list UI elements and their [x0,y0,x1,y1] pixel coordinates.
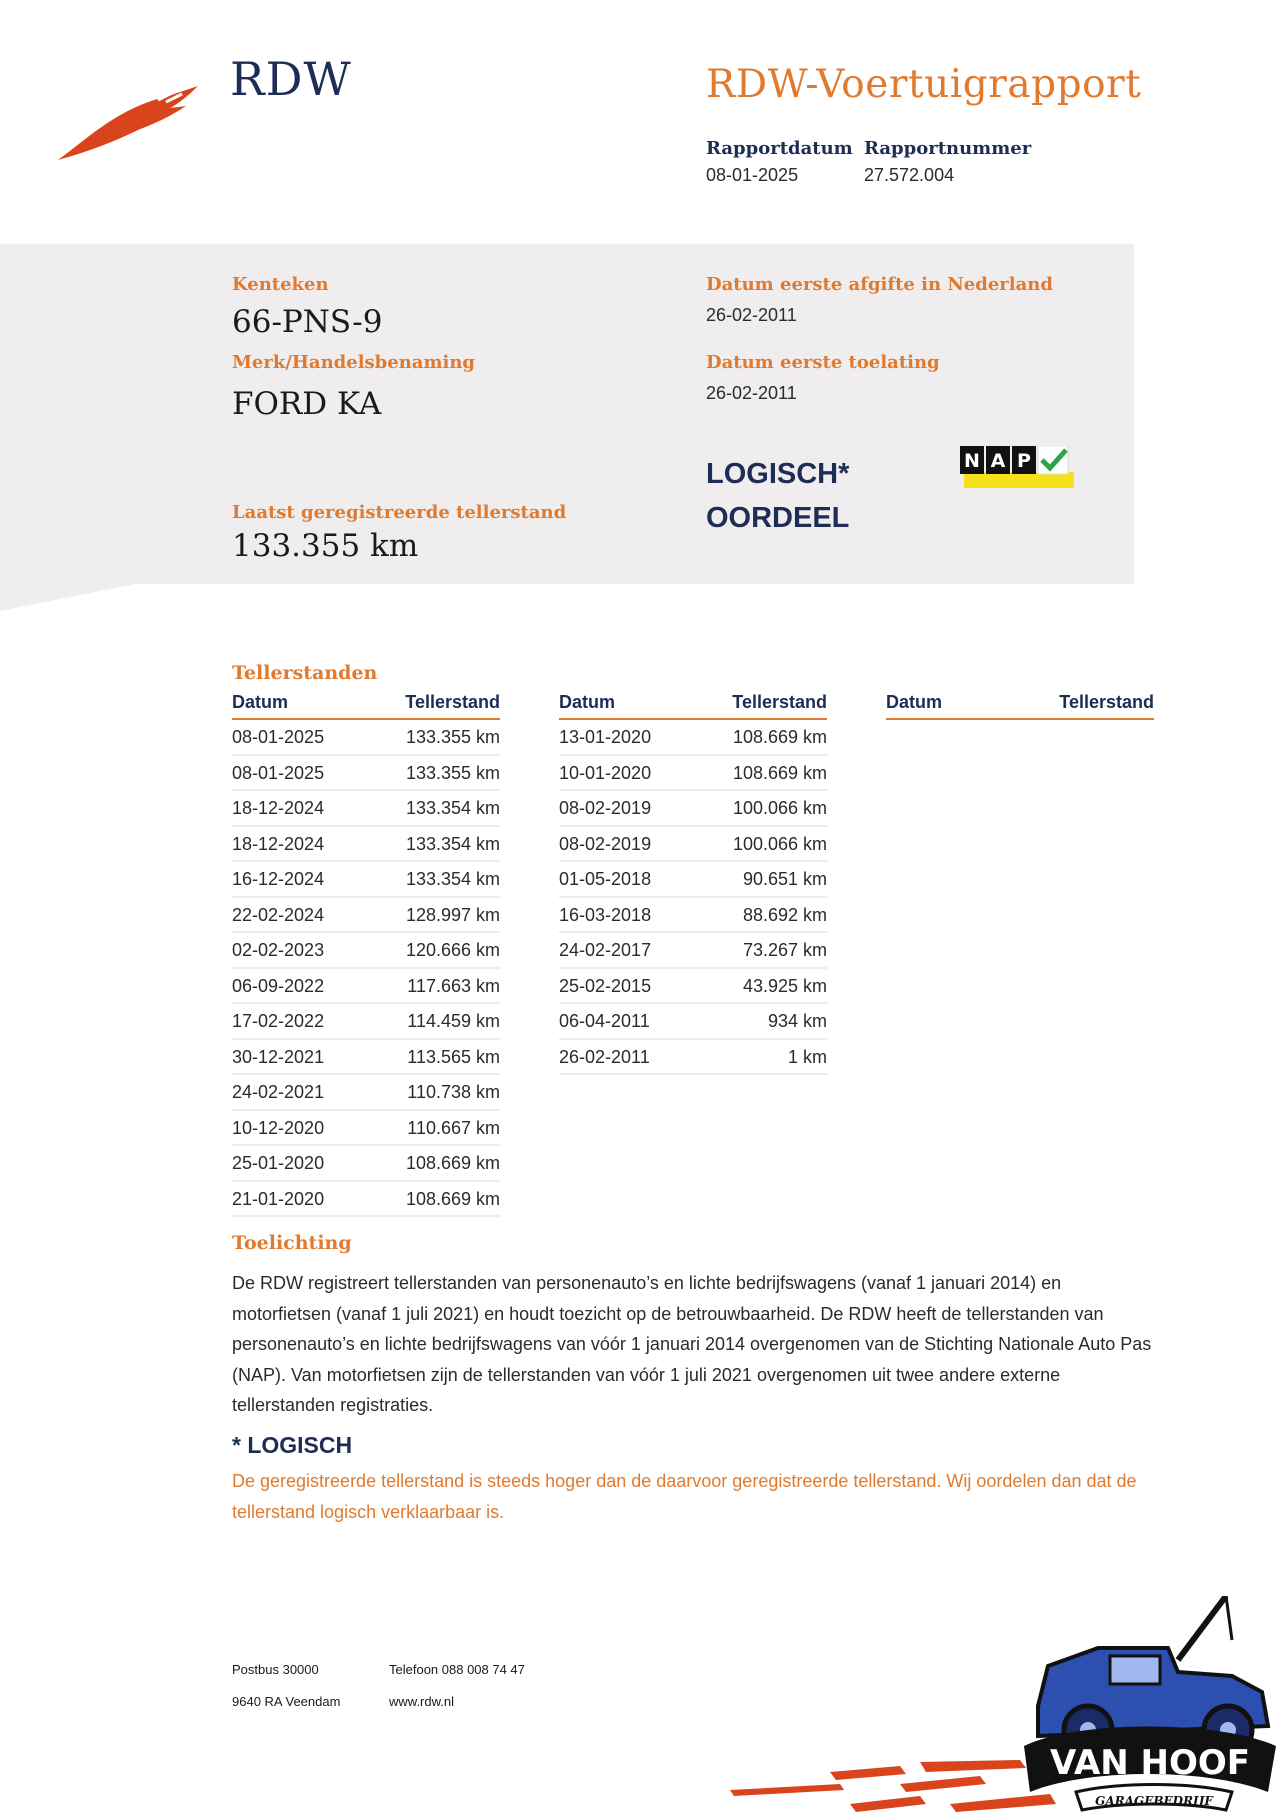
table-row [232,862,500,898]
table-row [559,720,827,756]
toelichting-text: De RDW registreert tellerstanden van personenauto’s en lichte bedrijfswagens (vanaf 1 januari 2014) en motorfietsen (vanaf 1 juli 2021) en houdt toezicht op de betrouwbaarheid. De RDW heeft de tellerstanden van personenauto’s en lichte bedrijfswagens van vóór 1 januari 2014 overgenomen van de Stichting Nationale Auto Pas (NAP). Van motorfietsen zijn de tellerstanden van vóór 1 juli 2021 overgenomen uit twee andere externe tellerstanden registraties. [232,1273,1152,1416]
row-tellerstand: 114.459 km [407,1011,500,1031]
footer-telefoon: Telefoon 088 008 74 47 [389,1662,525,1677]
row-datum: 10-01-2020 [559,762,652,783]
logisch-title: * LOGISCH [232,1432,353,1458]
row-datum: 26-02-2011 [559,1046,650,1067]
table-header [232,692,500,720]
rapportdatum-value: 08-01-2025 [706,165,799,185]
row-datum: 08-01-2025 [232,762,325,783]
row-tellerstand: 133.355 km [405,727,500,747]
row-datum: 18-12-2024 [232,798,325,818]
row-tellerstand: 100.066 km [732,833,827,854]
tellerstanden-title: Tellerstanden [232,662,378,684]
svg-text:P: P [1017,450,1031,472]
col-tellerstand-header: Tellerstand [1059,692,1154,712]
row-datum: 08-01-2025 [232,727,325,747]
table-row [232,827,500,863]
table-row [559,1040,827,1076]
row-tellerstand: 90.651 km [742,869,827,889]
table-row [232,969,500,1005]
row-tellerstand: 43.925 km [742,975,827,996]
row-datum: 16-03-2018 [559,904,652,925]
row-tellerstand: 113.565 km [407,1046,500,1067]
tellerstand-label: Laatst geregistreerde tellerstand [232,502,567,523]
rapportdatum-label: Rapportdatum [706,138,853,159]
table-row [559,1004,827,1040]
row-tellerstand: 133.354 km [405,869,500,889]
col-datum-header: Datum [886,692,943,712]
kenteken-label: Kenteken [232,274,329,295]
table-row [559,756,827,792]
table-row [232,1040,500,1076]
row-datum: 18-12-2024 [232,833,325,854]
table-row [232,1146,500,1182]
row-tellerstand: 128.997 km [405,904,500,925]
table-row [559,898,827,934]
verdict [706,452,849,540]
row-tellerstand: 108.669 km [405,1188,500,1209]
tow-truck-icon [1018,1596,1280,1812]
svg-text:N: N [964,450,980,472]
tellerstanden-table-3 [886,692,1154,720]
rapportnummer-label: Rapportnummer [864,138,1032,159]
row-datum: 25-01-2020 [232,1153,325,1173]
rdw-stripes-icon [730,1760,1060,1812]
col-datum-header: Datum [232,692,289,712]
verdict-line-2: OORDEEL [706,502,850,534]
footer-address [232,1654,340,1718]
row-datum: 01-05-2018 [559,869,652,889]
table-row [232,1004,500,1040]
table-header [886,692,1154,720]
tellerstanden-table-2 [559,692,827,1075]
merk-value: FORD KA [232,386,382,422]
merk-label: Merk/Handelsbenaming [232,352,476,373]
rapportnummer-block [864,138,1031,186]
table-row [232,1182,500,1218]
row-datum: 24-02-2017 [559,940,652,960]
col-datum-header: Datum [559,692,616,712]
row-datum: 22-02-2024 [232,904,325,925]
row-tellerstand: 108.669 km [732,727,827,747]
row-datum: 08-02-2019 [559,833,652,854]
rdw-wing-icon [58,78,208,168]
row-tellerstand: 100.066 km [732,798,827,818]
row-datum: 02-02-2023 [232,940,325,960]
afgifte-value: 26-02-2011 [706,305,797,325]
table-row [559,933,827,969]
afgifte-label: Datum eerste afgifte in Nederland [706,274,1053,295]
vehicle-summary-panel [0,244,1134,584]
row-tellerstand: 1 km [787,1046,827,1067]
table-row [559,827,827,863]
verdict-line-1: LOGISCH* [706,458,850,490]
footer-adres: 9640 RA Veendam [232,1694,341,1709]
row-datum: 30-12-2021 [232,1046,325,1067]
logisch-text: De geregistreerde tellerstand is steeds hoger dan de daarvoor geregistreerde tellerstand. Wij oordelen dan dat de tellerstand logisch verklaarbaar is. [232,1471,1137,1522]
table-row [559,862,827,898]
table-row [232,1111,500,1147]
footer-contact [389,1654,525,1718]
toelating-label: Datum eerste toelating [706,352,940,373]
row-tellerstand: 108.669 km [405,1153,500,1173]
rapportdatum-block [706,138,853,186]
tellerstanden-table-1 [232,692,500,1217]
garage-subtitle: GARAGEBEDRIJF [1095,1794,1213,1808]
footer-postbus: Postbus 30000 [232,1662,319,1677]
row-datum: 06-09-2022 [232,975,325,996]
garage-name: VAN HOOF [1049,1743,1251,1783]
table-row [559,969,827,1005]
row-tellerstand: 133.355 km [405,762,500,783]
svg-text:A: A [990,450,1006,472]
row-tellerstand: 110.738 km [407,1082,500,1102]
row-tellerstand: 88.692 km [742,904,827,925]
table-row [232,756,500,792]
rapportnummer-value: 27.572.004 [864,165,955,185]
row-tellerstand: 110.667 km [407,1117,500,1138]
row-tellerstand: 108.669 km [732,762,827,783]
table-header [559,692,827,720]
rdw-logo-text: RDW [230,52,352,106]
row-datum: 24-02-2021 [232,1082,325,1102]
row-datum: 16-12-2024 [232,869,325,889]
table-row [232,791,500,827]
row-datum: 21-01-2020 [232,1188,325,1209]
row-tellerstand: 934 km [767,1011,827,1031]
table-row [232,898,500,934]
toelating-value: 26-02-2011 [706,383,797,403]
row-datum: 06-04-2011 [559,1011,650,1031]
panel-notch [0,583,140,611]
table-row [232,720,500,756]
row-datum: 10-12-2020 [232,1117,325,1138]
table-row [232,933,500,969]
table-row [559,791,827,827]
footer-website[interactable]: www.rdw.nl [389,1694,455,1709]
row-datum: 17-02-2022 [232,1011,325,1031]
table-row [232,1075,500,1111]
row-tellerstand: 120.666 km [405,940,500,960]
col-tellerstand-header: Tellerstand [732,692,827,712]
tellerstand-value: 133.355 km [232,528,419,564]
toelichting-title: Toelichting [232,1232,352,1254]
row-datum: 08-02-2019 [559,798,652,818]
kenteken-value: 66-PNS-9 [232,304,383,340]
row-datum: 13-01-2020 [559,727,652,747]
row-datum: 25-02-2015 [559,975,652,996]
row-tellerstand: 133.354 km [405,798,500,818]
row-tellerstand: 73.267 km [742,940,827,960]
nap-check-icon [960,446,1075,490]
row-tellerstand: 133.354 km [405,833,500,854]
row-tellerstand: 117.663 km [407,975,500,996]
col-tellerstand-header: Tellerstand [405,692,500,712]
report-title: RDW-Voertuigrapport [706,62,1142,107]
